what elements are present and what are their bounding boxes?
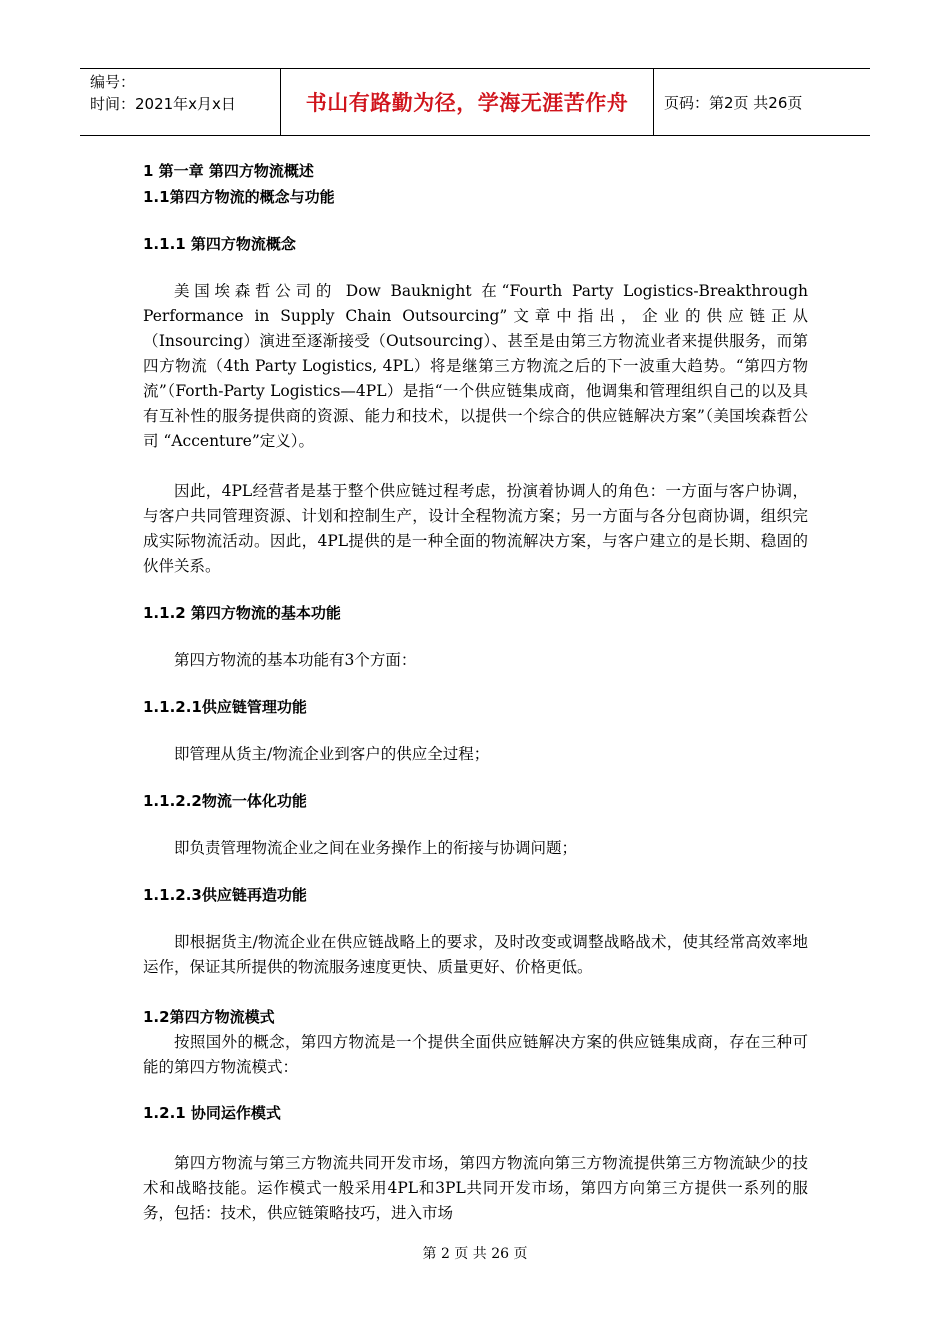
section-heading-1-1-2: 1.1.2 第四方物流的基本功能	[143, 604, 341, 622]
section-heading-1-1-1: 1.1.1 第四方物流概念	[143, 235, 296, 253]
section-heading-1-1-2-3: 1.1.2.3供应链再造功能	[143, 886, 307, 904]
paragraph-4pl-modes: 按照国外的概念，第四方物流是一个提供全面供应链解决方案的供应链集成商，存在三种可能的第四方物流模式：	[143, 1033, 808, 1076]
section-heading-1-1-2-1: 1.1.2.1供应链管理功能	[143, 698, 307, 716]
paragraph-collaborative-mode: 第四方物流与第三方物流共同开发市场，第四方物流向第三方物流提供第三方物流缺少的技术和战略技能。运作模式一般采用4PL和3PL共同开发市场，第四方向第三方提供一系列的服务，包括：技术，供应链策略技巧，进入市场	[143, 1154, 808, 1222]
header-page-info: 页码：第2页 共26页	[664, 93, 803, 112]
paragraph-logistics-integration: 即负责管理物流企业之间在业务操作上的衔接与协调问题；	[174, 839, 578, 857]
section-heading-1-1-2-2: 1.1.2.2物流一体化功能	[143, 792, 307, 810]
document-date: 时间：2021年x月x日	[90, 95, 236, 113]
paragraph-supply-chain-reengineering: 即根据货主/物流企业在供应链战略上的要求，及时改变或调整战略战术，使其经常高效率地运作，保证其所提供的物流服务速度更快、质量更好、价格更低。	[143, 933, 808, 976]
page-footer: 第 2 页 共 26 页	[422, 1246, 528, 1262]
document-number-label: 编号：	[90, 73, 136, 91]
page-header	[80, 68, 870, 136]
header-meta	[80, 69, 281, 135]
paragraph-4pl-role: 因此，4PL经营者是基于整个供应链过程考虑，扮演着协调人的角色：一方面与客户协调，与客户共同管理资源、计划和控制生产，设计全程物流方案；另一方面与各分包商协调，组织完成实际物流活动。因此，4PL提供的是一种全面的物流解决方案，与客户建立的是长期、稳固的伙伴关系。	[143, 482, 808, 575]
header-slogan: 书山有路勤为径，学海无涯苦作舟	[281, 69, 654, 135]
section-heading-1-2-1: 1.2.1 协同运作模式	[143, 1104, 281, 1122]
chapter-heading: 1 第一章 第四方物流概述	[143, 162, 314, 180]
section-heading-1-1: 1.1第四方物流的概念与功能	[143, 188, 335, 206]
paragraph-basic-functions: 第四方物流的基本功能有3个方面：	[174, 651, 417, 669]
section-heading-1-2: 1.2第四方物流模式	[143, 1008, 275, 1026]
paragraph-supply-chain-management: 即管理从货主/物流企业到客户的供应全过程；	[174, 745, 490, 763]
paragraph-4pl-concept: 美国埃森哲公司的 Dow Bauknight 在“Fourth Party Logistics-Breakthrough Performance in Supply Chain Outsourcing”文章中指出，企业的供应链正从（Insourcing）演进至逐渐接受（Outsourcing）、甚至是由第三方物流业者来提供服务，而第四方物流（4th Party Logistics, 4PL）将是继第三方物流之后的下一波重大趋势。“第四方物流”（Forth-Party Logistics—4PL）是指“一个供应链集成商，他调集和管理组织自己的以及具有互补性的服务提供商的资源、能力和技术，以提供一个综合的供应链解决方案”（美国埃森哲公司 “Accenture”定义）。	[143, 282, 808, 450]
